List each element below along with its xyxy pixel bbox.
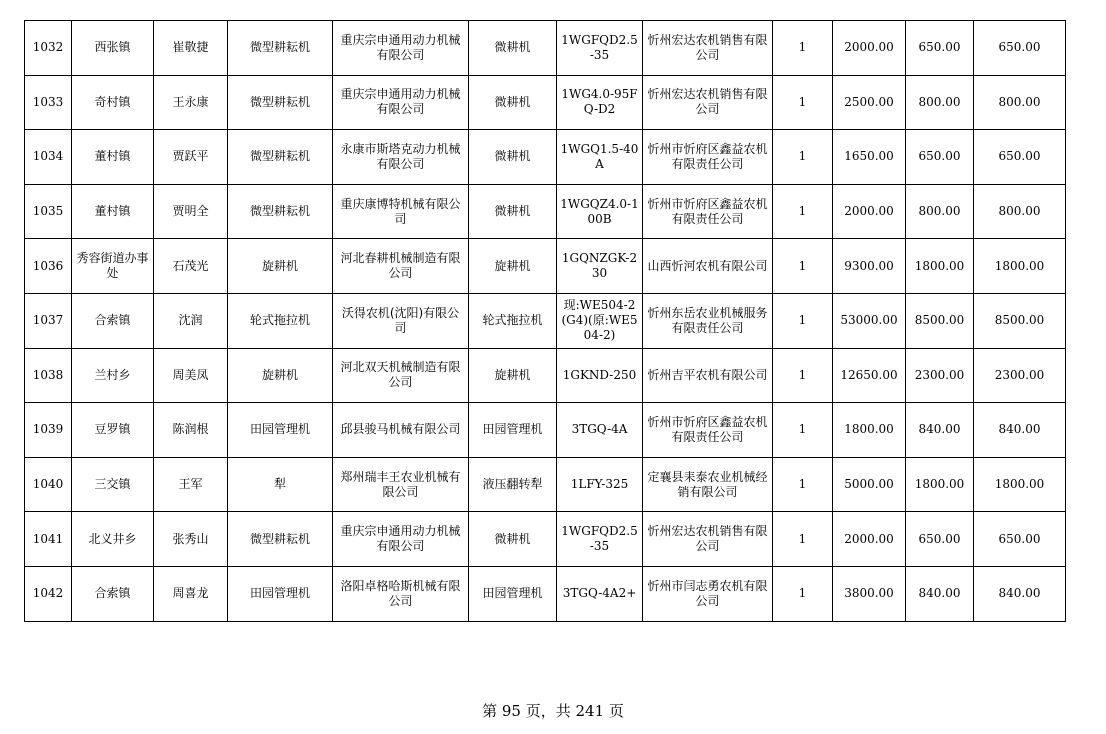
category-cell: 微型耕耘机 xyxy=(228,184,333,239)
town-cell: 合索镇 xyxy=(72,566,154,621)
town-cell: 三交镇 xyxy=(72,457,154,512)
product-cell: 旋耕机 xyxy=(469,348,557,403)
dealer-cell: 忻州宏达农机销售有限公司 xyxy=(643,75,773,130)
row-id-cell: 1036 xyxy=(25,239,72,294)
table-row xyxy=(25,403,1066,458)
quantity-cell: 1 xyxy=(773,566,833,621)
maker-cell: 河北春耕机械制造有限公司 xyxy=(333,239,469,294)
name-cell: 周喜龙 xyxy=(154,566,228,621)
category-cell: 微型耕耘机 xyxy=(228,21,333,76)
category-cell: 旋耕机 xyxy=(228,348,333,403)
model-cell: 1GKND-250 xyxy=(557,348,643,403)
subsidy-total-cell: 650.00 xyxy=(974,21,1066,76)
row-id-cell: 1038 xyxy=(25,348,72,403)
dealer-cell: 忻州市忻府区鑫益农机有限责任公司 xyxy=(643,403,773,458)
town-cell: 秀容街道办事处 xyxy=(72,239,154,294)
table-row xyxy=(25,75,1066,130)
price-cell: 53000.00 xyxy=(833,293,906,348)
category-cell: 微型耕耘机 xyxy=(228,512,333,567)
subsidy-cell: 650.00 xyxy=(906,21,974,76)
model-cell: 3TGQ-4A xyxy=(557,403,643,458)
table-row xyxy=(25,348,1066,403)
town-cell: 西张镇 xyxy=(72,21,154,76)
product-cell: 微耕机 xyxy=(469,21,557,76)
subsidy-cell: 800.00 xyxy=(906,75,974,130)
name-cell: 周美凤 xyxy=(154,348,228,403)
dealer-cell: 忻州吉平农机有限公司 xyxy=(643,348,773,403)
row-id-cell: 1033 xyxy=(25,75,72,130)
category-cell: 田园管理机 xyxy=(228,566,333,621)
table-row xyxy=(25,457,1066,512)
town-cell: 合索镇 xyxy=(72,293,154,348)
quantity-cell: 1 xyxy=(773,130,833,185)
quantity-cell: 1 xyxy=(773,75,833,130)
subsidy-cell: 1800.00 xyxy=(906,239,974,294)
quantity-cell: 1 xyxy=(773,184,833,239)
subsidy-total-cell: 840.00 xyxy=(974,566,1066,621)
town-cell: 豆罗镇 xyxy=(72,403,154,458)
dealer-cell: 山西忻河农机有限公司 xyxy=(643,239,773,294)
subsidy-total-cell: 650.00 xyxy=(974,512,1066,567)
row-id-cell: 1034 xyxy=(25,130,72,185)
table-row xyxy=(25,130,1066,185)
maker-cell: 郑州瑞丰王农业机械有限公司 xyxy=(333,457,469,512)
dealer-cell: 定襄县耒泰农业机械经销有限公司 xyxy=(643,457,773,512)
price-cell: 9300.00 xyxy=(833,239,906,294)
quantity-cell: 1 xyxy=(773,239,833,294)
table-row xyxy=(25,184,1066,239)
product-cell: 微耕机 xyxy=(469,512,557,567)
subsidy-cell: 650.00 xyxy=(906,512,974,567)
row-id-cell: 1039 xyxy=(25,403,72,458)
row-id-cell: 1042 xyxy=(25,566,72,621)
name-cell: 王永康 xyxy=(154,75,228,130)
name-cell: 崔敬捷 xyxy=(154,21,228,76)
product-cell: 田园管理机 xyxy=(469,403,557,458)
subsidy-table xyxy=(24,20,1066,622)
name-cell: 石茂光 xyxy=(154,239,228,294)
quantity-cell: 1 xyxy=(773,293,833,348)
quantity-cell: 1 xyxy=(773,457,833,512)
name-cell: 王军 xyxy=(154,457,228,512)
category-cell: 微型耕耘机 xyxy=(228,75,333,130)
price-cell: 2000.00 xyxy=(833,21,906,76)
model-cell: 1WGFQD2.5-35 xyxy=(557,21,643,76)
table-row xyxy=(25,21,1066,76)
row-id-cell: 1035 xyxy=(25,184,72,239)
subsidy-cell: 840.00 xyxy=(906,566,974,621)
maker-cell: 洛阳卓格哈斯机械有限公司 xyxy=(333,566,469,621)
subsidy-cell: 840.00 xyxy=(906,403,974,458)
quantity-cell: 1 xyxy=(773,403,833,458)
town-cell: 奇村镇 xyxy=(72,75,154,130)
dealer-cell: 忻州宏达农机销售有限公司 xyxy=(643,512,773,567)
product-cell: 旋耕机 xyxy=(469,239,557,294)
subsidy-total-cell: 1800.00 xyxy=(974,239,1066,294)
table-row xyxy=(25,239,1066,294)
model-cell: 1WGFQD2.5-35 xyxy=(557,512,643,567)
row-id-cell: 1037 xyxy=(25,293,72,348)
model-cell: 1LFY-325 xyxy=(557,457,643,512)
name-cell: 陈润根 xyxy=(154,403,228,458)
row-id-cell: 1032 xyxy=(25,21,72,76)
model-cell: 1GQNZGK-230 xyxy=(557,239,643,294)
subsidy-total-cell: 840.00 xyxy=(974,403,1066,458)
table-body xyxy=(25,21,1066,622)
maker-cell: 河北双天机械制造有限公司 xyxy=(333,348,469,403)
model-cell: 1WG4.0-95FQ-D2 xyxy=(557,75,643,130)
price-cell: 1800.00 xyxy=(833,403,906,458)
dealer-cell: 忻州市忻府区鑫益农机有限责任公司 xyxy=(643,130,773,185)
subsidy-cell: 8500.00 xyxy=(906,293,974,348)
product-cell: 微耕机 xyxy=(469,130,557,185)
maker-cell: 重庆宗申通用动力机械有限公司 xyxy=(333,21,469,76)
model-cell: 3TGQ-4A2+ xyxy=(557,566,643,621)
price-cell: 2000.00 xyxy=(833,512,906,567)
product-cell: 微耕机 xyxy=(469,75,557,130)
quantity-cell: 1 xyxy=(773,21,833,76)
row-id-cell: 1040 xyxy=(25,457,72,512)
subsidy-cell: 1800.00 xyxy=(906,457,974,512)
price-cell: 5000.00 xyxy=(833,457,906,512)
name-cell: 张秀山 xyxy=(154,512,228,567)
price-cell: 2000.00 xyxy=(833,184,906,239)
category-cell: 旋耕机 xyxy=(228,239,333,294)
maker-cell: 永康市斯塔克动力机械有限公司 xyxy=(333,130,469,185)
town-cell: 董村镇 xyxy=(72,184,154,239)
subsidy-total-cell: 800.00 xyxy=(974,184,1066,239)
subsidy-total-cell: 8500.00 xyxy=(974,293,1066,348)
maker-cell: 邱县骏马机械有限公司 xyxy=(333,403,469,458)
quantity-cell: 1 xyxy=(773,348,833,403)
name-cell: 贾明全 xyxy=(154,184,228,239)
maker-cell: 重庆宗申通用动力机械有限公司 xyxy=(333,75,469,130)
name-cell: 贾跃平 xyxy=(154,130,228,185)
subsidy-cell: 2300.00 xyxy=(906,348,974,403)
subsidy-total-cell: 650.00 xyxy=(974,130,1066,185)
category-cell: 微型耕耘机 xyxy=(228,130,333,185)
dealer-cell: 忻州东岳农业机械服务有限责任公司 xyxy=(643,293,773,348)
dealer-cell: 忻州市忻府区鑫益农机有限责任公司 xyxy=(643,184,773,239)
dealer-cell: 忻州市闫志勇农机有限公司 xyxy=(643,566,773,621)
subsidy-cell: 800.00 xyxy=(906,184,974,239)
category-cell: 犁 xyxy=(228,457,333,512)
model-cell: 1WGQ1.5-40A xyxy=(557,130,643,185)
table-row xyxy=(25,512,1066,567)
subsidy-cell: 650.00 xyxy=(906,130,974,185)
price-cell: 3800.00 xyxy=(833,566,906,621)
table-row xyxy=(25,566,1066,621)
name-cell: 沈润 xyxy=(154,293,228,348)
category-cell: 轮式拖拉机 xyxy=(228,293,333,348)
table-row xyxy=(25,293,1066,348)
quantity-cell: 1 xyxy=(773,512,833,567)
product-cell: 微耕机 xyxy=(469,184,557,239)
town-cell: 北义井乡 xyxy=(72,512,154,567)
product-cell: 田园管理机 xyxy=(469,566,557,621)
town-cell: 兰村乡 xyxy=(72,348,154,403)
category-cell: 田园管理机 xyxy=(228,403,333,458)
price-cell: 12650.00 xyxy=(833,348,906,403)
model-cell: 1WGQZ4.0-100B xyxy=(557,184,643,239)
product-cell: 轮式拖拉机 xyxy=(469,293,557,348)
dealer-cell: 忻州宏达农机销售有限公司 xyxy=(643,21,773,76)
price-cell: 2500.00 xyxy=(833,75,906,130)
maker-cell: 沃得农机(沈阳)有限公司 xyxy=(333,293,469,348)
subsidy-total-cell: 1800.00 xyxy=(974,457,1066,512)
town-cell: 董村镇 xyxy=(72,130,154,185)
maker-cell: 重庆宗申通用动力机械有限公司 xyxy=(333,512,469,567)
subsidy-total-cell: 2300.00 xyxy=(974,348,1066,403)
row-id-cell: 1041 xyxy=(25,512,72,567)
price-cell: 1650.00 xyxy=(833,130,906,185)
page-footer: 第 95 页，共 241 页 xyxy=(482,702,624,720)
model-cell: 现:WE504-2(G4)(原:WE504-2) xyxy=(557,293,643,348)
maker-cell: 重庆康博特机械有限公司 xyxy=(333,184,469,239)
product-cell: 液压翻转犁 xyxy=(469,457,557,512)
subsidy-total-cell: 800.00 xyxy=(974,75,1066,130)
